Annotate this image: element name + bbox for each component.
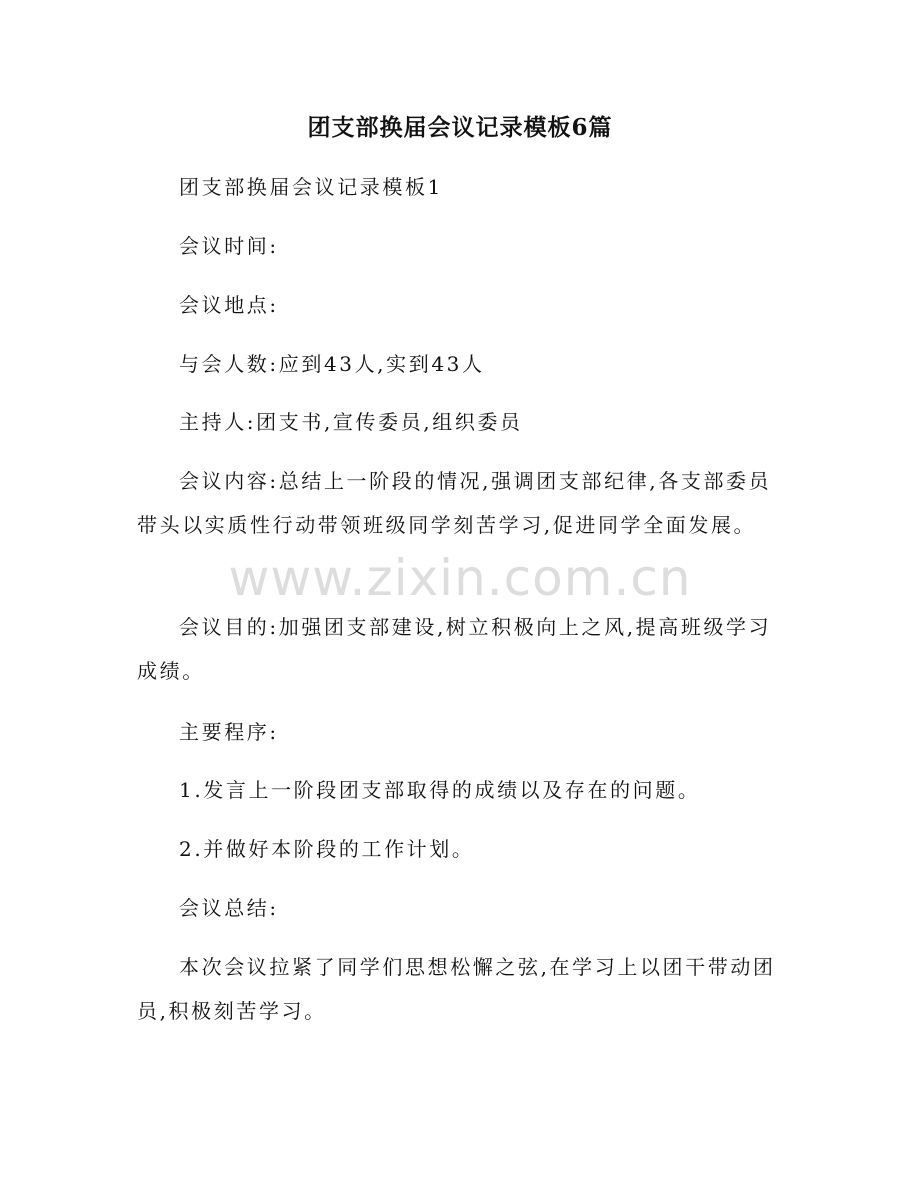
- meeting-summary-paragraph: 本次会议拉紧了同学们思想松懈之弦,在学习上以团干带动团员,积极刻苦学习。: [137, 955, 776, 1023]
- template-heading: 团支部换届会议记录模板1: [179, 175, 443, 199]
- meeting-summary-label: 会议总结:: [179, 896, 279, 920]
- attendance-line: 与会人数:应到43人,实到43人: [179, 352, 485, 376]
- meeting-location-label: 会议地点:: [179, 293, 279, 317]
- procedure-item-2: 2.并做好本阶段的工作计划。: [179, 837, 475, 861]
- main-procedure-label: 主要程序:: [179, 720, 279, 744]
- document-title: 团支部换届会议记录模板6篇: [307, 114, 613, 141]
- watermark: www.zixin.com.cn: [228, 549, 692, 607]
- procedure-item-1: 1.发言上一阶段团支部取得的成绩以及存在的问题。: [179, 778, 701, 802]
- meeting-content-paragraph: 会议内容:总结上一阶段的情况,强调团支部纪律,各支部委员带头以实质性行动带领班级同学刻苦学习,促进同学全面发展。: [137, 469, 772, 537]
- meeting-purpose-paragraph: 会议目的:加强团支部建设,树立积极向上之风,提高班级学习成绩。: [137, 615, 772, 683]
- host-line: 主持人:团支书,宣传委员,组织委员: [179, 410, 523, 434]
- meeting-time-label: 会议时间:: [179, 234, 279, 258]
